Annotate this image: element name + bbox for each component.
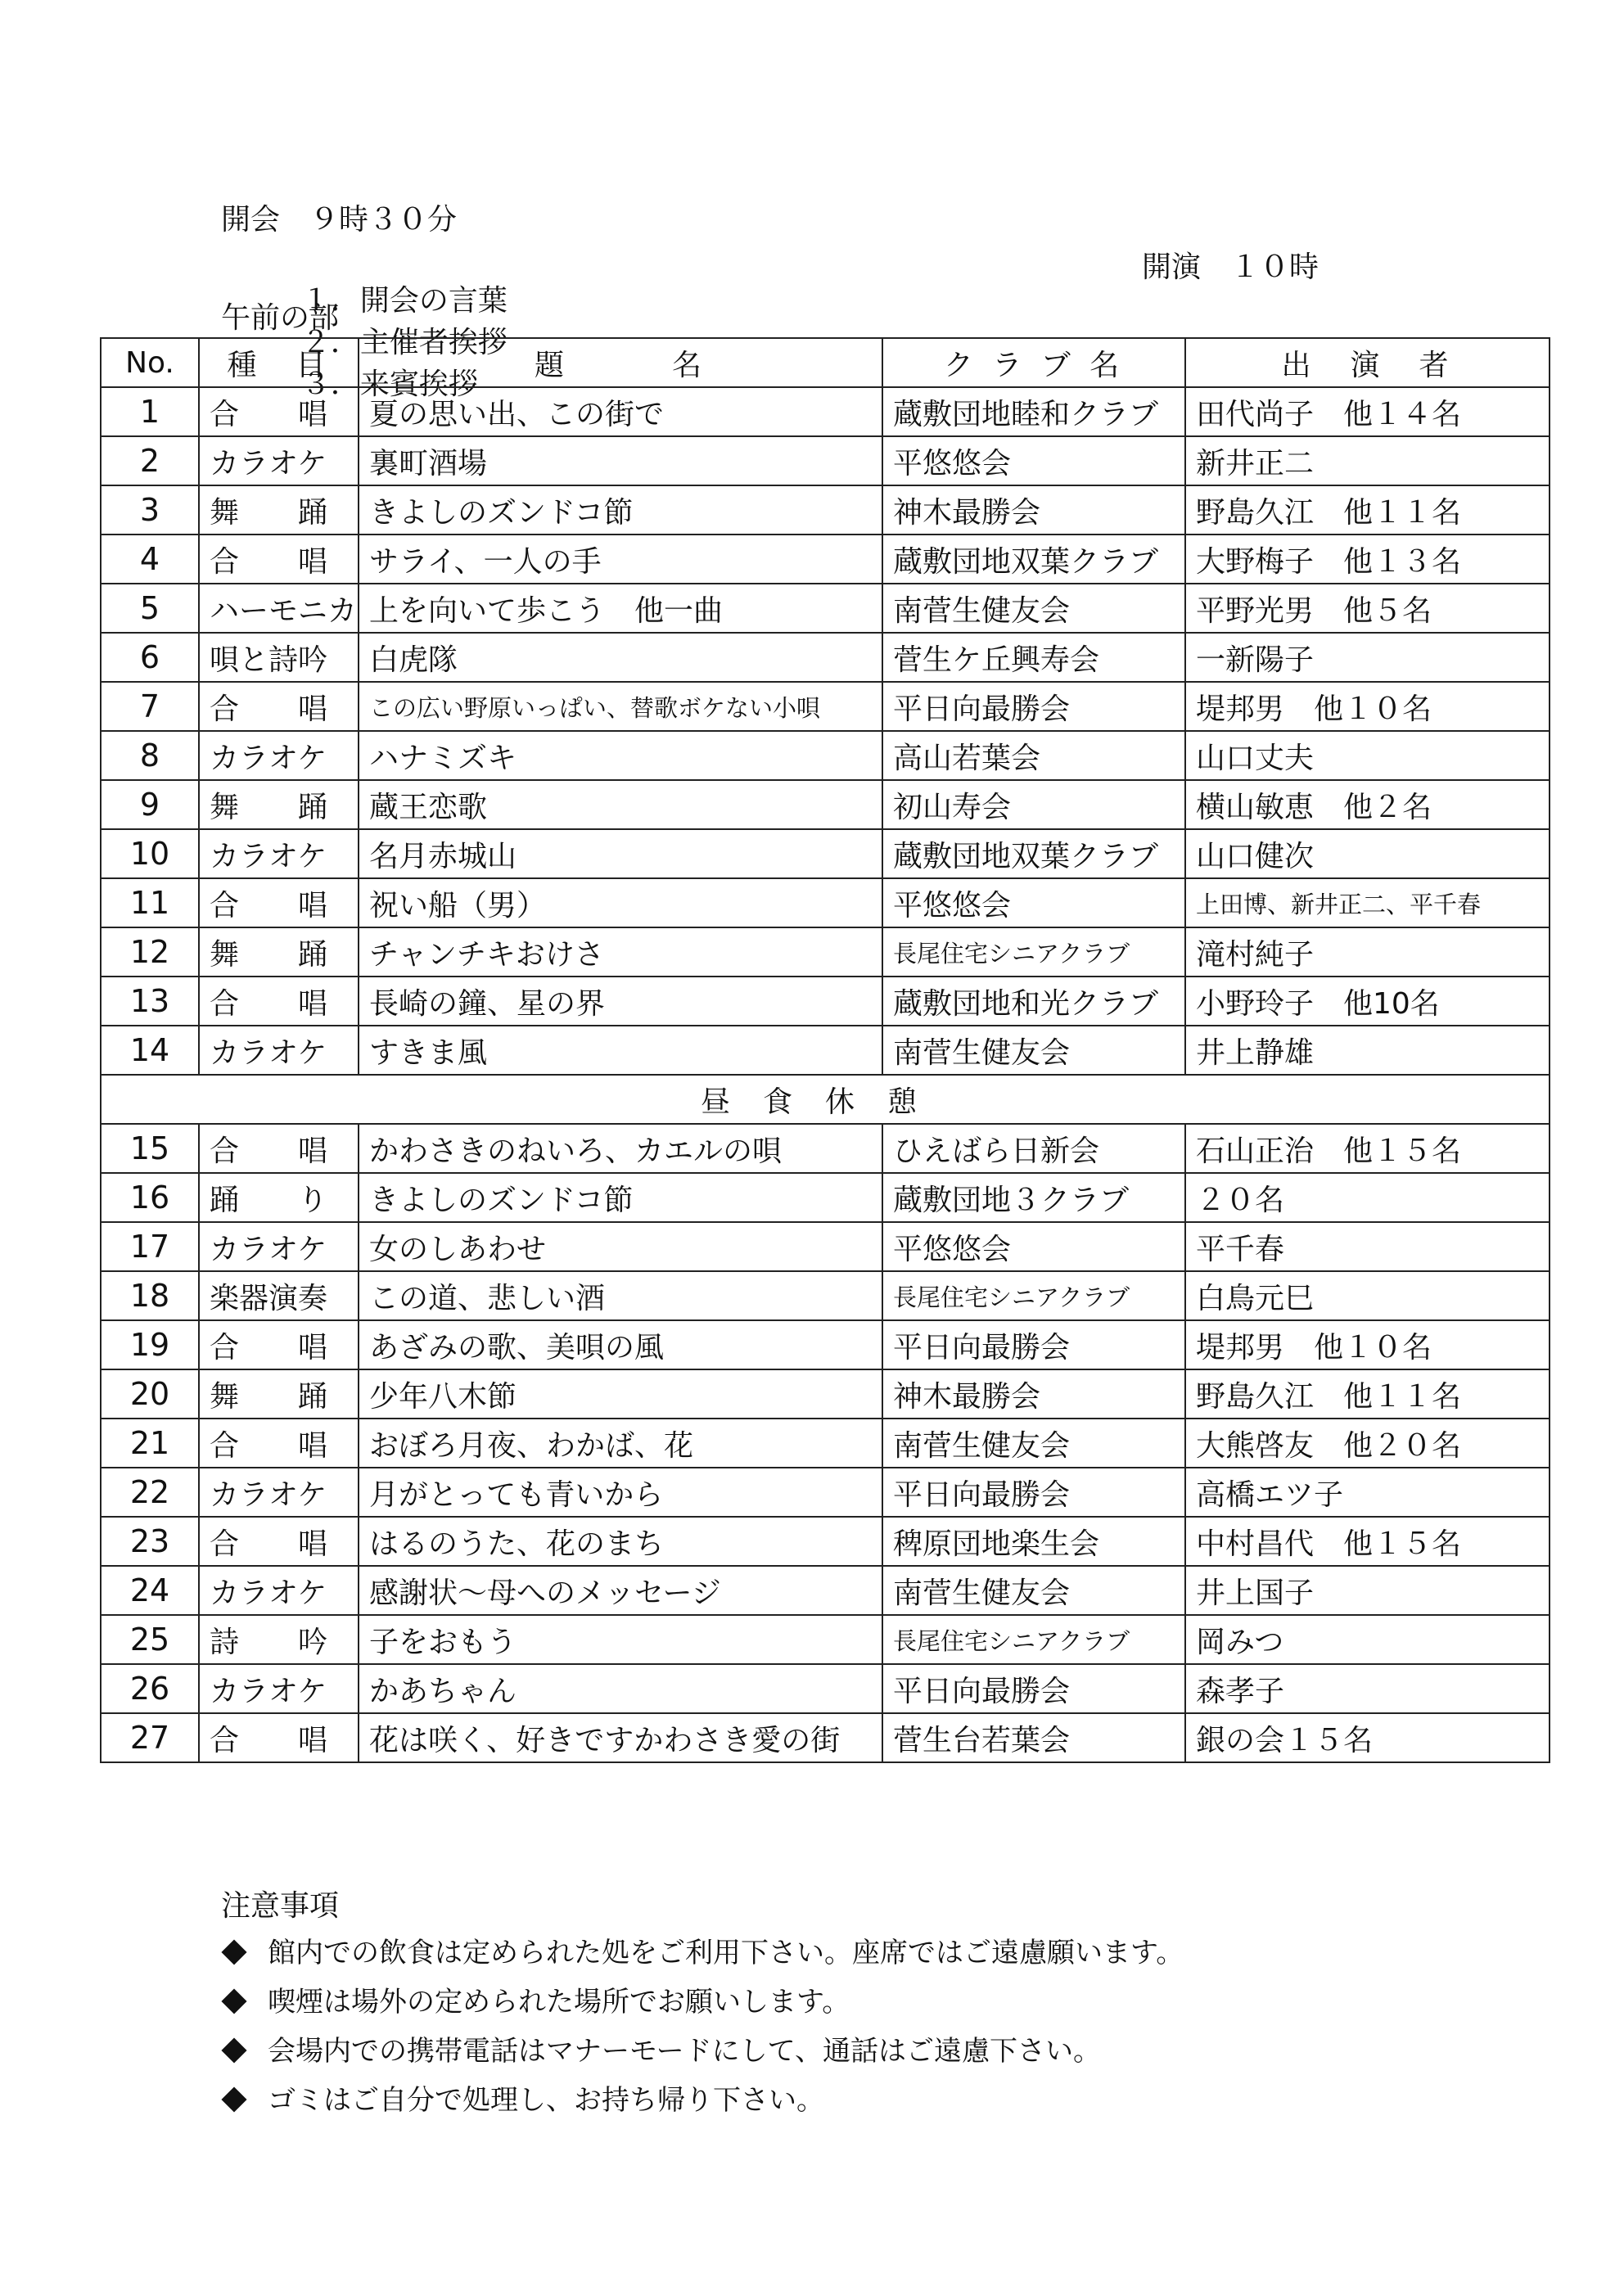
row-category: カラオケ: [199, 829, 359, 878]
diamond-bullet-icon: [221, 1988, 246, 2014]
row-number: 6: [101, 633, 199, 682]
row-number: 11: [101, 878, 199, 927]
row-title: 夏の思い出、この街で: [359, 387, 882, 436]
agenda-item: １．開会の言葉: [300, 284, 508, 318]
row-title: 感謝状～母へのメッセージ: [359, 1566, 882, 1615]
row-title: 裏町酒場: [359, 436, 882, 485]
row-performer: 堤邦男 他１０名: [1185, 682, 1550, 731]
row-category: 合 唱: [199, 682, 359, 731]
row-performer: 堤邦男 他１０名: [1185, 1320, 1550, 1369]
row-title: あざみの歌、美唄の風: [359, 1320, 882, 1369]
note-item: [225, 2028, 1101, 2068]
row-club: 高山若葉会: [882, 731, 1185, 780]
row-title: 少年八木節: [359, 1369, 882, 1419]
row-title: すきま風: [359, 1026, 882, 1075]
row-performer: 岡みつ: [1185, 1615, 1550, 1664]
row-number: 2: [101, 436, 199, 485]
row-number: 10: [101, 829, 199, 878]
table-row: [101, 485, 1550, 535]
row-performer: 大熊啓友 他２０名: [1185, 1419, 1550, 1468]
row-title: 女のしあわせ: [359, 1222, 882, 1271]
opening-time: 開会 ９時３０分: [221, 203, 458, 237]
note-text: 館内での飲食は定められた処をご利用下さい。座席ではご遠慮願います。: [268, 1937, 1184, 1969]
table-row: [101, 829, 1550, 878]
row-category: 合 唱: [199, 1517, 359, 1566]
row-number: 13: [101, 977, 199, 1026]
note-item: [225, 1930, 1184, 1970]
row-club: 南菅生健友会: [882, 1026, 1185, 1075]
table-row: [101, 1517, 1550, 1566]
row-club: 稗原団地楽生会: [882, 1517, 1185, 1566]
row-category: カラオケ: [199, 1566, 359, 1615]
table-body-morning: [101, 387, 1550, 1075]
row-category: 唄と詩吟: [199, 633, 359, 682]
table-row: [101, 682, 1550, 731]
row-title: はるのうた、花のまち: [359, 1517, 882, 1566]
row-performer: 高橋エツ子: [1185, 1468, 1550, 1517]
row-number: 15: [101, 1124, 199, 1173]
row-category: カラオケ: [199, 1468, 359, 1517]
row-performer: 野島久江 他１１名: [1185, 1369, 1550, 1419]
lunch-break-label: 昼食休憩: [101, 1075, 1550, 1124]
row-club: 蔵敷団地睦和クラブ: [882, 387, 1185, 436]
table-row: [101, 1369, 1550, 1419]
table-row: [101, 977, 1550, 1026]
diamond-bullet-icon: [221, 2037, 246, 2063]
table-row: [101, 1664, 1550, 1713]
row-number: 24: [101, 1566, 199, 1615]
note-text: 会場内での携帯電話はマナーモードにして、通話はご遠慮下さい。: [268, 2035, 1101, 2068]
row-performer: 中村昌代 他１５名: [1185, 1517, 1550, 1566]
row-title: ハナミズキ: [359, 731, 882, 780]
table-row: [101, 878, 1550, 927]
row-performer: 井上静雄: [1185, 1026, 1550, 1075]
row-club: 神木最勝会: [882, 485, 1185, 535]
row-category: 舞 踊: [199, 485, 359, 535]
row-title: 子をおもう: [359, 1615, 882, 1664]
row-club: 初山寿会: [882, 780, 1185, 829]
row-title: かあちゃん: [359, 1664, 882, 1713]
table-row: [101, 1419, 1550, 1468]
row-number: 18: [101, 1271, 199, 1320]
column-header: 題 名: [359, 338, 882, 387]
row-club: 平悠悠会: [882, 878, 1185, 927]
row-club: 平悠悠会: [882, 1222, 1185, 1271]
row-category: 合 唱: [199, 387, 359, 436]
row-club: 長尾住宅シニアクラブ: [882, 1615, 1185, 1664]
column-header: No.: [101, 338, 199, 387]
table-row: [101, 1124, 1550, 1173]
row-club: 蔵敷団地３クラブ: [882, 1173, 1185, 1222]
row-title: 上を向いて歩こう 他一曲: [359, 584, 882, 633]
row-category: カラオケ: [199, 1222, 359, 1271]
note-item: [225, 2077, 824, 2118]
note-text: 喫煙は場外の定められた場所でお願いします。: [268, 1986, 850, 2019]
row-title: 花は咲く、好きですかわさき愛の街: [359, 1713, 882, 1762]
table-row: [101, 780, 1550, 829]
table-body-lunch: [101, 1075, 1550, 1124]
table-header-row: [101, 338, 1550, 387]
row-club: ひえばら日新会: [882, 1124, 1185, 1173]
table-row: [101, 1222, 1550, 1271]
row-category: 合 唱: [199, 977, 359, 1026]
row-number: 3: [101, 485, 199, 535]
row-number: 1: [101, 387, 199, 436]
row-category: 合 唱: [199, 1124, 359, 1173]
row-club: 蔵敷団地双葉クラブ: [882, 535, 1185, 584]
row-performer: 白鳥元巳: [1185, 1271, 1550, 1320]
row-number: 7: [101, 682, 199, 731]
row-performer: 山口健次: [1185, 829, 1550, 878]
row-category: 舞 踊: [199, 780, 359, 829]
table-row: [101, 1468, 1550, 1517]
row-performer: 大野梅子 他１３名: [1185, 535, 1550, 584]
row-title: きよしのズンドコ節: [359, 485, 882, 535]
row-number: 22: [101, 1468, 199, 1517]
row-performer: 森孝子: [1185, 1664, 1550, 1713]
row-title: きよしのズンドコ節: [359, 1173, 882, 1222]
row-performer: 小野玲子 他10名: [1185, 977, 1550, 1026]
row-performer: 銀の会１５名: [1185, 1713, 1550, 1762]
row-number: 12: [101, 927, 199, 977]
row-number: 17: [101, 1222, 199, 1271]
table-row: [101, 584, 1550, 633]
row-title: この道、悲しい酒: [359, 1271, 882, 1320]
table-row: [101, 731, 1550, 780]
row-club: 菅生ケ丘興寿会: [882, 633, 1185, 682]
row-performer: 山口丈夫: [1185, 731, 1550, 780]
row-number: 5: [101, 584, 199, 633]
row-number: 9: [101, 780, 199, 829]
table-row: [101, 436, 1550, 485]
table-row: [101, 1566, 1550, 1615]
row-performer: 野島久江 他１１名: [1185, 485, 1550, 535]
row-number: 20: [101, 1369, 199, 1419]
row-category: 合 唱: [199, 1713, 359, 1762]
row-number: 4: [101, 535, 199, 584]
row-title: チャンチキおけさ: [359, 927, 882, 977]
row-club: 長尾住宅シニアクラブ: [882, 1271, 1185, 1320]
table-row: [101, 927, 1550, 977]
row-performer: 横山敏恵 他２名: [1185, 780, 1550, 829]
agenda-item: ３．来賓挨拶: [300, 368, 478, 401]
row-category: 舞 踊: [199, 1369, 359, 1419]
row-number: 27: [101, 1713, 199, 1762]
row-performer: 田代尚子 他１４名: [1185, 387, 1550, 436]
row-number: 19: [101, 1320, 199, 1369]
row-number: 16: [101, 1173, 199, 1222]
table-body-afternoon: [101, 1124, 1550, 1762]
row-category: 楽器演奏: [199, 1271, 359, 1320]
row-performer: 井上国子: [1185, 1566, 1550, 1615]
row-performer: 平千春: [1185, 1222, 1550, 1271]
column-header: 出 演 者: [1185, 338, 1550, 387]
row-category: 合 唱: [199, 1320, 359, 1369]
row-category: ハーモニカ: [199, 584, 359, 633]
note-item: [225, 1979, 850, 2019]
row-club: 南菅生健友会: [882, 1419, 1185, 1468]
column-header: 種 目: [199, 338, 359, 387]
start-time: 開演 １０時: [1142, 250, 1320, 284]
agenda-item: ２．主催者挨拶: [300, 326, 508, 359]
row-number: 26: [101, 1664, 199, 1713]
row-club: 長尾住宅シニアクラブ: [882, 927, 1185, 977]
column-header: ク ラ ブ 名: [882, 338, 1185, 387]
table-row: [101, 1173, 1550, 1222]
row-performer: ２０名: [1185, 1173, 1550, 1222]
row-club: 蔵敷団地和光クラブ: [882, 977, 1185, 1026]
row-performer: 上田博、新井正二、平千春: [1185, 878, 1550, 927]
row-performer: 石山正治 他１５名: [1185, 1124, 1550, 1173]
row-title: サライ、一人の手: [359, 535, 882, 584]
row-club: 南菅生健友会: [882, 584, 1185, 633]
row-title: 祝い船（男）: [359, 878, 882, 927]
row-number: 21: [101, 1419, 199, 1468]
row-number: 23: [101, 1517, 199, 1566]
row-category: 舞 踊: [199, 927, 359, 977]
row-performer: 平野光男 他５名: [1185, 584, 1550, 633]
note-text: ゴミはご自分で処理し、お持ち帰り下さい。: [268, 2084, 824, 2117]
notes-title: 注意事項: [221, 1889, 340, 1923]
table-row: [101, 633, 1550, 682]
table-row: [101, 1615, 1550, 1664]
row-category: カラオケ: [199, 436, 359, 485]
table-row: [101, 1026, 1550, 1075]
row-title: 白虎隊: [359, 633, 882, 682]
row-performer: 滝村純子: [1185, 927, 1550, 977]
row-performer: 一新陽子: [1185, 633, 1550, 682]
table-row: [101, 1271, 1550, 1320]
row-club: 菅生台若葉会: [882, 1713, 1185, 1762]
row-club: 平悠悠会: [882, 436, 1185, 485]
row-category: カラオケ: [199, 731, 359, 780]
program-table: [100, 337, 1550, 1763]
row-title: 月がとっても青いから: [359, 1468, 882, 1517]
row-title: 長崎の鐘、星の界: [359, 977, 882, 1026]
row-club: 神木最勝会: [882, 1369, 1185, 1419]
table-row: [101, 1713, 1550, 1762]
lunch-row: [101, 1075, 1550, 1124]
diamond-bullet-icon: [221, 1939, 246, 1964]
row-category: カラオケ: [199, 1026, 359, 1075]
row-category: 合 唱: [199, 878, 359, 927]
row-club: 平日向最勝会: [882, 682, 1185, 731]
row-club: 蔵敷団地双葉クラブ: [882, 829, 1185, 878]
row-club: 平日向最勝会: [882, 1468, 1185, 1517]
row-title: かわさきのねいろ、カエルの唄: [359, 1124, 882, 1173]
row-number: 14: [101, 1026, 199, 1075]
row-title: おぼろ月夜、わかば、花: [359, 1419, 882, 1468]
row-title: この広い野原いっぱい、替歌ボケない小唄: [359, 682, 882, 731]
row-number: 25: [101, 1615, 199, 1664]
row-club: 平日向最勝会: [882, 1320, 1185, 1369]
row-category: カラオケ: [199, 1664, 359, 1713]
row-category: 合 唱: [199, 535, 359, 584]
row-club: 平日向最勝会: [882, 1664, 1185, 1713]
table-row: [101, 535, 1550, 584]
row-title: 名月赤城山: [359, 829, 882, 878]
row-club: 南菅生健友会: [882, 1566, 1185, 1615]
row-performer: 新井正二: [1185, 436, 1550, 485]
row-category: 合 唱: [199, 1419, 359, 1468]
section-label: 午前の部: [221, 301, 340, 335]
table-row: [101, 1320, 1550, 1369]
row-number: 8: [101, 731, 199, 780]
table-row: [101, 387, 1550, 436]
row-title: 蔵王恋歌: [359, 780, 882, 829]
row-category: 詩 吟: [199, 1615, 359, 1664]
row-category: 踊 り: [199, 1173, 359, 1222]
diamond-bullet-icon: [221, 2086, 246, 2112]
